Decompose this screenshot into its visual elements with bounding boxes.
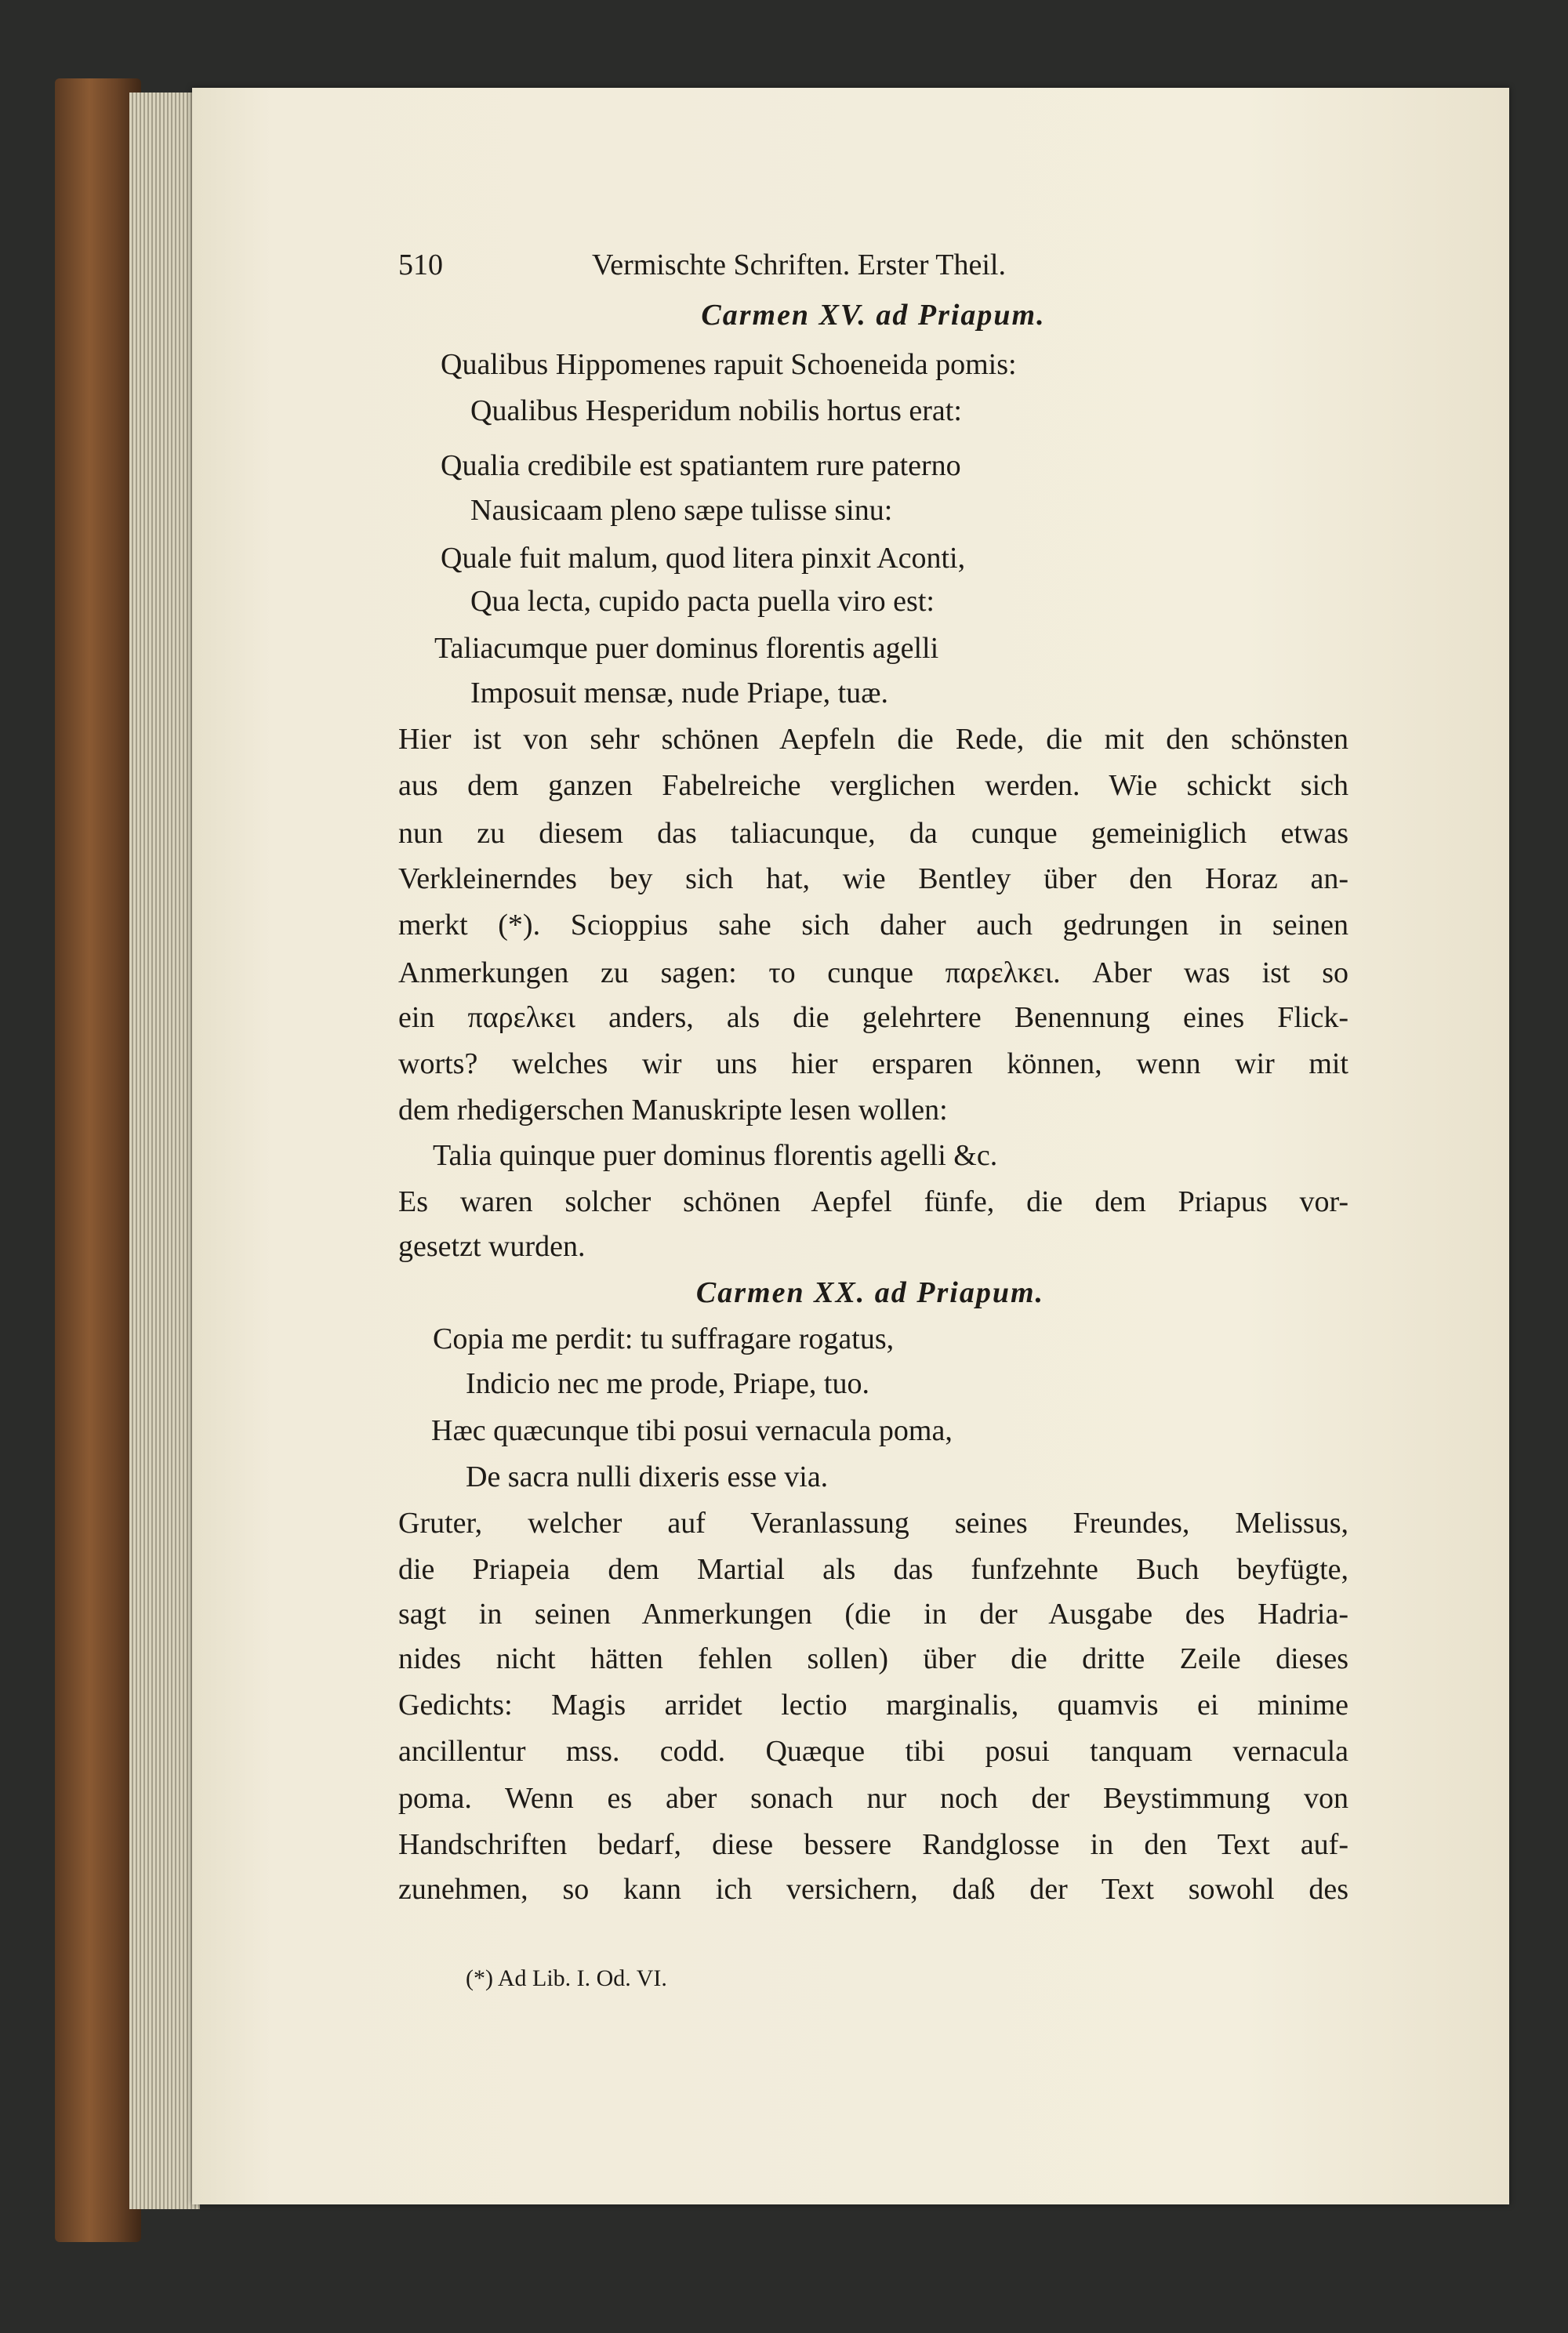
- prose-line: worts? welches wir uns hier ersparen können, wenn wir mit: [398, 1047, 1348, 1080]
- verse-line: Indicio nec me prode, Priape, tuo.: [466, 1367, 869, 1400]
- footnote: (*) Ad Lib. I. Od. VI.: [466, 1965, 667, 1991]
- page-stack-edge: [129, 93, 200, 2209]
- verse-line: Qualibus Hesperidum nobilis hortus erat:: [470, 394, 962, 427]
- poem-title: Carmen XV. ad Priapum.: [701, 299, 1046, 332]
- quoted-verse: Talia quinque puer dominus florentis agelli &c.: [433, 1139, 998, 1172]
- prose-line: gesetzt wurden.: [398, 1230, 586, 1263]
- prose-line: Gruter, welcher auf Veranlassung seines Freundes, Melissus,: [398, 1507, 1348, 1540]
- verse-line: Qualibus Hippomenes rapuit Schoeneida pomis:: [441, 348, 1017, 381]
- poem-title: Carmen XX. ad Priapum.: [695, 1276, 1045, 1309]
- page-number: 510: [398, 249, 443, 281]
- verse-line: Hæc quæcunque tibi posui vernacula poma,: [431, 1414, 953, 1447]
- prose-line: poma. Wenn es aber sonach nur noch der Beystimmung von: [398, 1782, 1348, 1815]
- verse-line: Imposuit mensæ, nude Priape, tuæ.: [470, 677, 889, 709]
- prose-line: ein παρελκει anders, als die gelehrtere Benennung eines Flick-: [398, 1001, 1348, 1034]
- prose-line: dem rhedigerschen Manuskripte lesen wollen:: [398, 1094, 948, 1127]
- verse-line: Taliacumque puer dominus florentis agelli: [434, 632, 939, 665]
- verse-line: De sacra nulli dixeris esse via.: [466, 1460, 829, 1493]
- verse-line: Nausicaam pleno sæpe tulisse sinu:: [470, 494, 893, 527]
- prose-line: Handschriften bedarf, diese bessere Randglosse in den Text auf-: [398, 1828, 1348, 1861]
- prose-line: Anmerkungen zu sagen: το cunque παρελκει. Aber was ist so: [398, 956, 1348, 989]
- verse-line: Qualia credibile est spatiantem rure paterno: [441, 449, 961, 482]
- book-spine: [55, 78, 141, 2242]
- prose-line: Verkleinerndes bey sich hat, wie Bentley über den Horaz an-: [398, 862, 1348, 895]
- running-title: Vermischte Schriften. Erster Theil.: [592, 249, 1006, 281]
- prose-line: zunehmen, so kann ich versichern, daß der Text sowohl des: [398, 1873, 1348, 1906]
- prose-line: merkt (*). Scioppius sahe sich daher auch gedrungen in seinen: [398, 909, 1348, 942]
- prose-line: sagt in seinen Anmerkungen (die in der Ausgabe des Hadria-: [398, 1598, 1348, 1631]
- prose-line: nides nicht hätten fehlen sollen) über die dritte Zeile dieses: [398, 1642, 1348, 1675]
- prose-line: ancillentur mss. codd. Quæque tibi posui tanquam vernacula: [398, 1735, 1348, 1768]
- prose-line: Gedichts: Magis arridet lectio marginalis, quamvis ei minime: [398, 1689, 1348, 1722]
- verse-line: Copia me perdit: tu suffragare rogatus,: [433, 1323, 895, 1355]
- prose-line: aus dem ganzen Fabelreiche verglichen werden. Wie schickt sich: [398, 769, 1348, 802]
- prose-line: Es waren solcher schönen Aepfel fünfe, die dem Priapus vor-: [398, 1185, 1348, 1218]
- prose-line: nun zu diesem das taliacunque, da cunque gemeiniglich etwas: [398, 817, 1348, 850]
- prose-line: die Priapeia dem Martial als das funfzehnte Buch beyfügte,: [398, 1553, 1348, 1586]
- verse-line: Qua lecta, cupido pacta puella viro est:: [470, 585, 935, 618]
- prose-line: Hier ist von sehr schönen Aepfeln die Rede, die mit den schönsten: [398, 723, 1348, 756]
- verse-line: Quale fuit malum, quod litera pinxit Aconti,: [441, 542, 966, 575]
